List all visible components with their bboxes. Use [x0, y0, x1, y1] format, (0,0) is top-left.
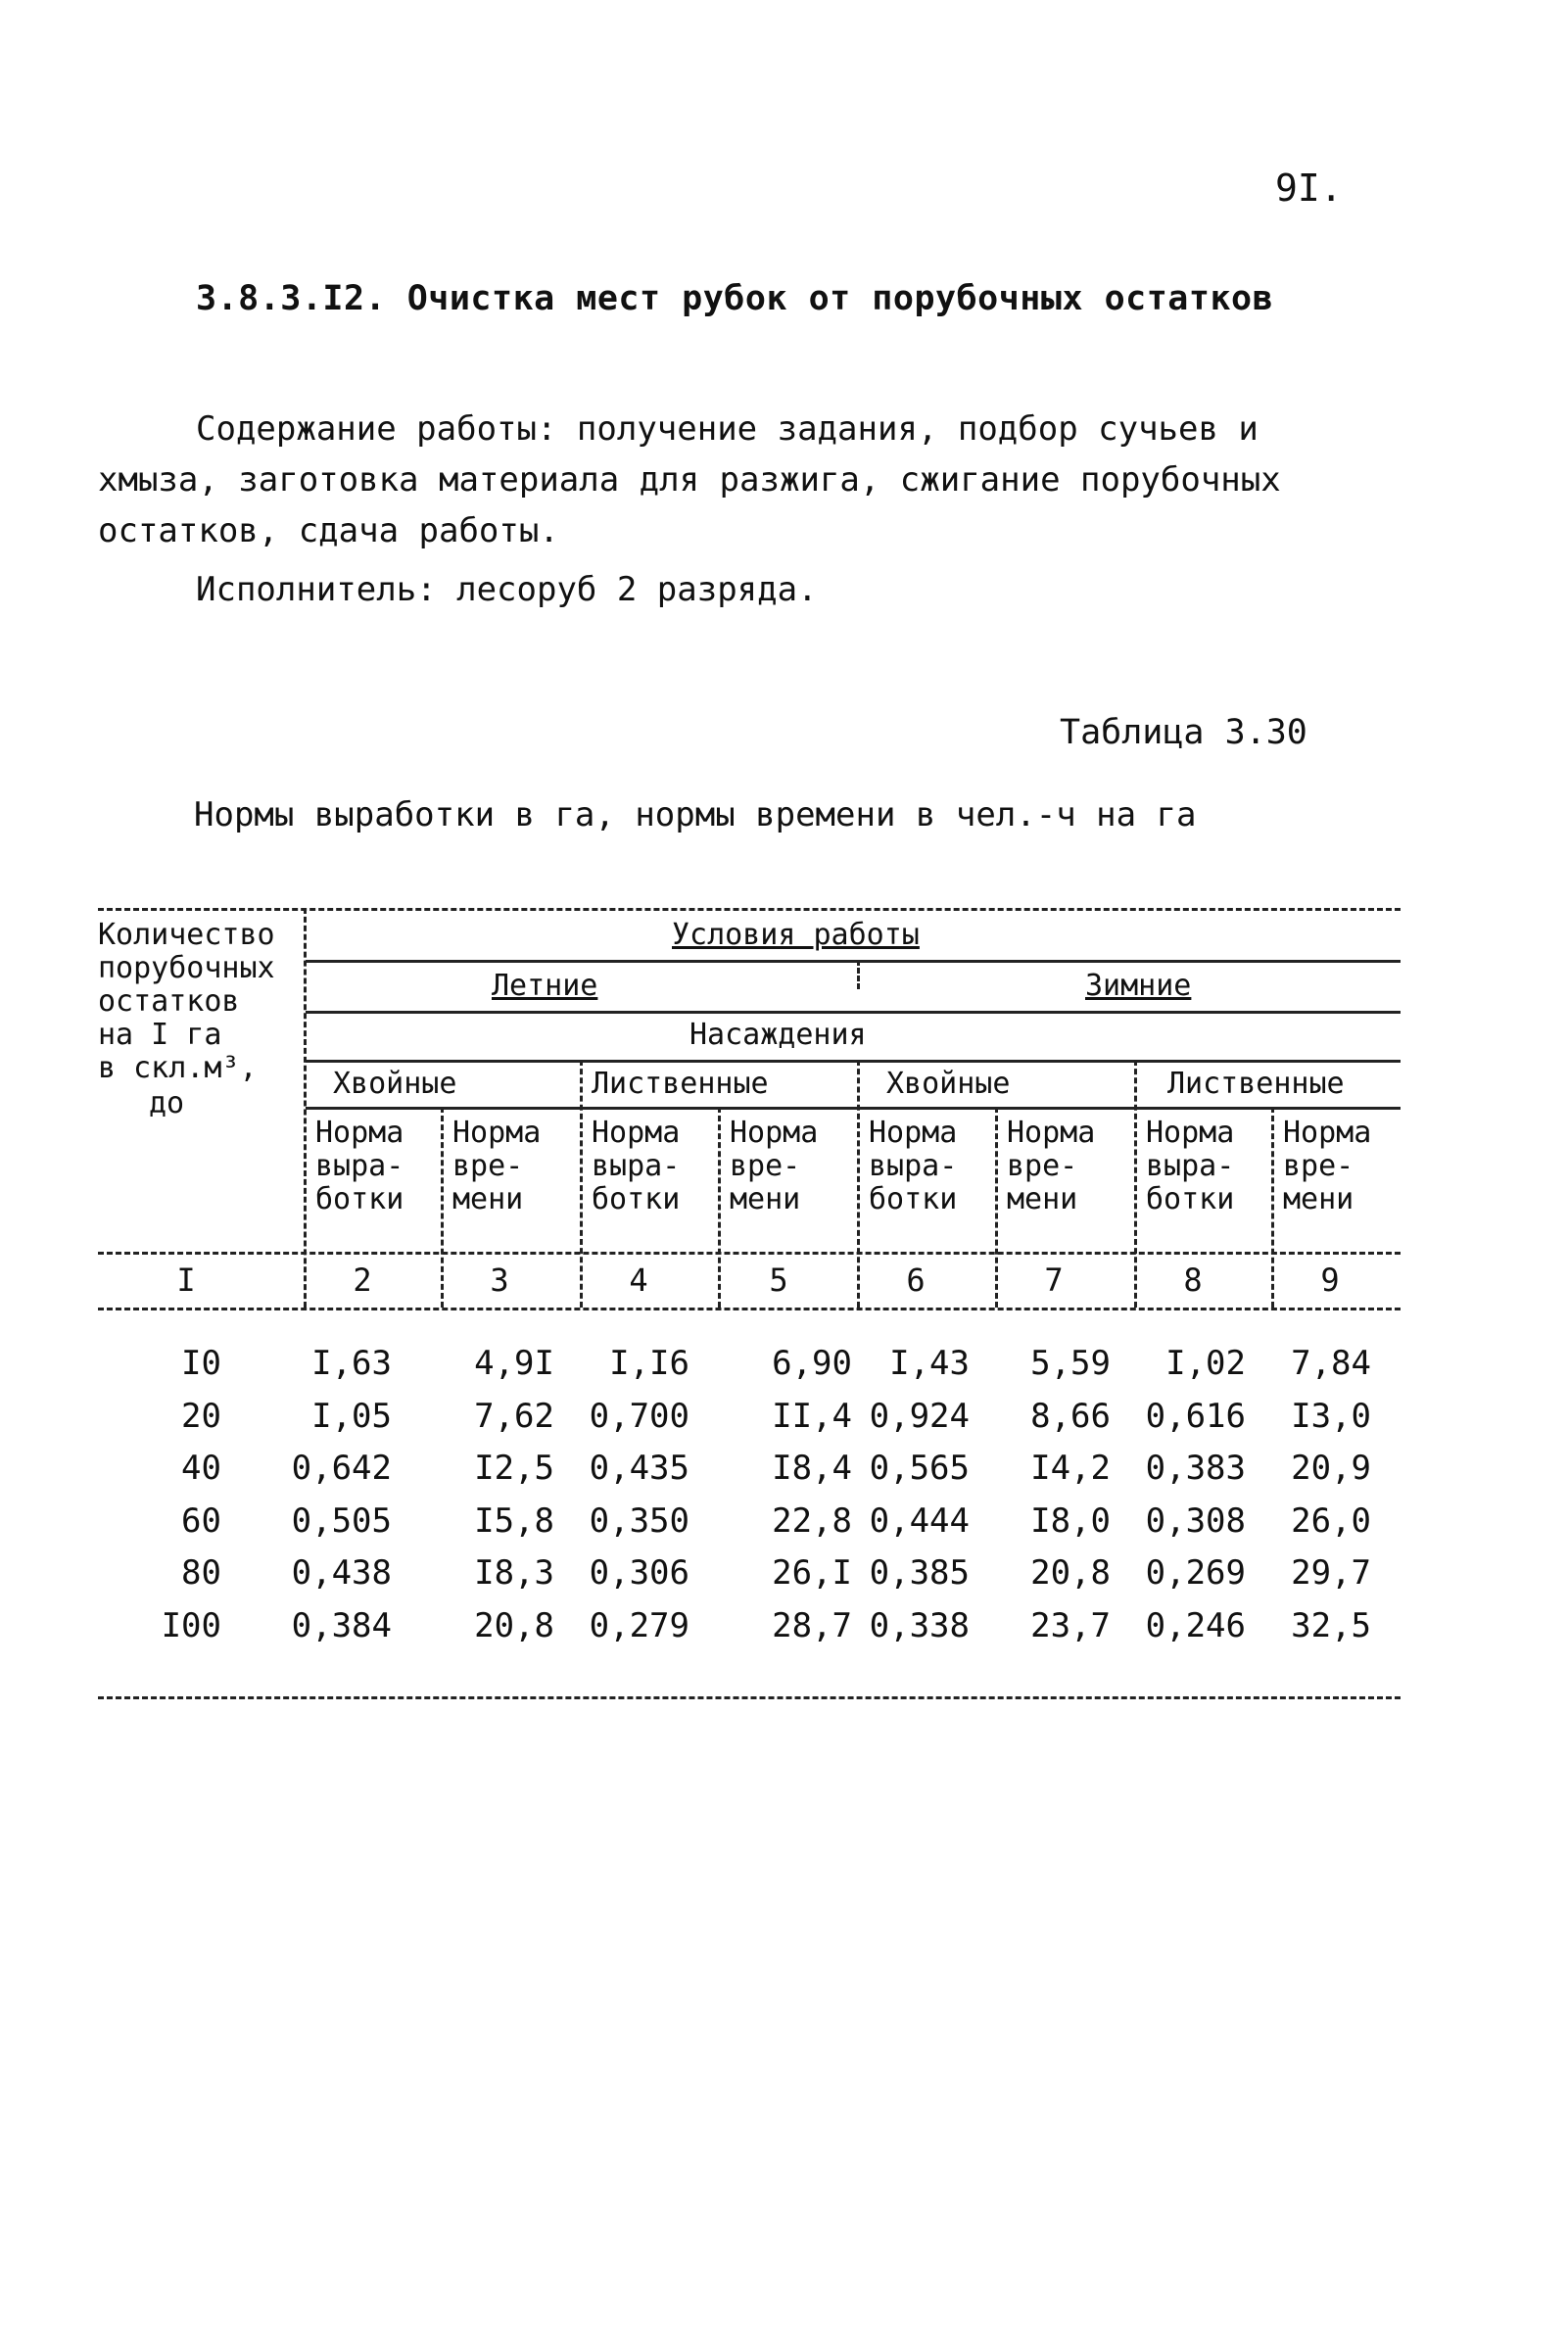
norm-time-header	[452, 1117, 541, 1216]
norm-divider-2	[718, 1107, 721, 1308]
species-divider-3	[1134, 1060, 1137, 1308]
stands-rule	[306, 1060, 1401, 1063]
norm-output-header	[869, 1117, 957, 1216]
table-caption: Нормы выработки в га, нормы времени в чел.-ч на га	[194, 795, 1197, 834]
norm-line: Норма	[1007, 1116, 1096, 1150]
table-cell: I3,0	[1291, 1396, 1371, 1436]
table-cell: 23,7	[1030, 1605, 1111, 1645]
species-header: Хвойные	[886, 1067, 1011, 1101]
species-header: Хвойные	[333, 1067, 457, 1101]
norm-line: вре-	[452, 1149, 524, 1183]
norm-time-header	[1283, 1117, 1371, 1216]
norm-line: вре-	[1007, 1149, 1078, 1183]
column-numbers-rule	[98, 1308, 1401, 1310]
row-amount-cell: 40	[181, 1449, 221, 1488]
stub-line: остатков	[98, 984, 240, 1019]
table-cell: 0,279	[589, 1605, 689, 1645]
table-cell: 7,62	[474, 1396, 554, 1436]
norm-line: мени	[1007, 1182, 1078, 1216]
species-divider-2	[857, 1060, 860, 1308]
table-cell: I8,3	[474, 1553, 554, 1593]
norm-line: мени	[1283, 1182, 1354, 1216]
norm-line: ботки	[592, 1182, 681, 1216]
header-bottom-rule	[98, 1252, 1401, 1255]
table-cell: 20,8	[474, 1605, 554, 1645]
species-divider-1	[580, 1060, 583, 1308]
table-cell: 20,8	[1030, 1553, 1111, 1593]
table-cell: 26,I	[772, 1553, 852, 1593]
table-cell: 0,616	[1145, 1396, 1246, 1436]
table-cell: II,4	[772, 1396, 852, 1436]
table-cell: 20,9	[1291, 1449, 1371, 1488]
table-cell: 32,5	[1291, 1605, 1371, 1645]
table-cell: 0,308	[1145, 1500, 1246, 1541]
table-number: Таблица 3.30	[1060, 713, 1307, 752]
column-number: 7	[1044, 1262, 1064, 1299]
row-amount-cell: 80	[181, 1553, 221, 1593]
norm-line: выра-	[1146, 1149, 1235, 1183]
norm-output-header	[592, 1117, 680, 1216]
norm-divider-4	[1271, 1107, 1274, 1308]
table-cell: 0,246	[1145, 1605, 1246, 1645]
executor-line: Исполнитель: лесоруб 2 разряда.	[196, 570, 818, 609]
stub-line: Количество	[98, 918, 275, 952]
conditions-header: Условия работы	[672, 918, 920, 952]
table-bottom-rule	[98, 1696, 1401, 1699]
table-cell: I,I6	[609, 1344, 689, 1383]
row-amount-cell: I00	[161, 1605, 221, 1645]
norm-line: ботки	[315, 1182, 404, 1216]
table-cell: I,05	[311, 1396, 392, 1436]
norm-line: Норма	[730, 1116, 819, 1150]
table-cell: 29,7	[1291, 1553, 1371, 1593]
table-cell: I,02	[1165, 1344, 1246, 1383]
season-rule	[306, 1011, 1401, 1014]
species-rule	[306, 1107, 1401, 1110]
table-cell: I8,4	[772, 1449, 852, 1488]
norm-line: Норма	[315, 1116, 404, 1150]
column-number: 2	[353, 1262, 372, 1299]
row-amount-cell: 20	[181, 1396, 221, 1436]
norm-line: выра-	[315, 1149, 404, 1183]
norm-output-header	[315, 1117, 404, 1216]
stub-line: в скл.м³,	[98, 1051, 258, 1085]
conditions-rule	[306, 960, 1401, 963]
table-cell: 0,383	[1145, 1449, 1246, 1488]
column-number: 8	[1183, 1262, 1203, 1299]
norm-output-header	[1146, 1117, 1234, 1216]
table-cell: 22,8	[772, 1500, 852, 1541]
season-divider	[857, 960, 860, 989]
work-content-paragraph: Содержание работы: получение задания, подбор сучьев и хмыза, заготовка материала для разжига, сжигание порубочных остатков, сдача работы.	[98, 409, 1281, 550]
norm-line: Норма	[1146, 1116, 1235, 1150]
table-cell: I8,0	[1030, 1500, 1111, 1541]
table-cell: 0,384	[291, 1605, 392, 1645]
norm-divider-3	[995, 1107, 998, 1308]
norm-line: Норма	[452, 1116, 542, 1150]
table-cell: I,63	[311, 1344, 392, 1383]
norm-line: выра-	[592, 1149, 681, 1183]
table-cell: I4,2	[1030, 1449, 1111, 1488]
summer-header: Летние	[492, 969, 598, 1003]
table-cell: 0,444	[869, 1500, 970, 1541]
table-cell: 6,90	[772, 1344, 852, 1383]
row-amount-cell: I0	[181, 1344, 221, 1383]
section-title: 3.8.3.I2. Очистка мест рубок от порубочных остатков	[196, 279, 1274, 318]
table-cell: 0,269	[1145, 1553, 1246, 1593]
norm-divider-1	[441, 1107, 444, 1308]
species-header: Лиственные	[592, 1067, 769, 1101]
table-cell: 0,435	[589, 1449, 689, 1488]
column-number: 4	[629, 1262, 648, 1299]
table-cell: 26,0	[1291, 1500, 1371, 1541]
stub-divider	[304, 908, 307, 1308]
table-cell: 5,59	[1030, 1344, 1111, 1383]
table-cell: 28,7	[772, 1605, 852, 1645]
norm-line: мени	[452, 1182, 524, 1216]
table-cell: 8,66	[1030, 1396, 1111, 1436]
table-top-rule	[98, 908, 1401, 911]
table-cell: 7,84	[1291, 1344, 1371, 1383]
column-number: 9	[1320, 1262, 1340, 1299]
table-cell: 0,505	[291, 1500, 392, 1541]
table-cell: I,43	[889, 1344, 970, 1383]
species-header: Лиственные	[1167, 1067, 1345, 1101]
column-number: 3	[490, 1262, 509, 1299]
norm-line: Норма	[1283, 1116, 1372, 1150]
winter-header: Зимние	[1085, 969, 1192, 1003]
table-cell: 0,565	[869, 1449, 970, 1488]
table-cell: 0,438	[291, 1553, 392, 1593]
table-cell: 0,306	[589, 1553, 689, 1593]
norm-time-header	[1007, 1117, 1095, 1216]
table-cell: 0,700	[589, 1396, 689, 1436]
norm-time-header	[730, 1117, 818, 1216]
table-cell: 0,385	[869, 1553, 970, 1593]
table-cell: 0,338	[869, 1605, 970, 1645]
stands-header: Насаждения	[689, 1018, 867, 1052]
table-cell: 0,924	[869, 1396, 970, 1436]
stub-line: порубочных	[98, 951, 275, 985]
norm-line: вре-	[1283, 1149, 1354, 1183]
norm-line: Норма	[592, 1116, 681, 1150]
column-number: 5	[769, 1262, 788, 1299]
table-cell: 0,350	[589, 1500, 689, 1541]
norm-line: вре-	[730, 1149, 801, 1183]
norm-line: мени	[730, 1182, 801, 1216]
norm-line: выра-	[869, 1149, 958, 1183]
row-amount-cell: 60	[181, 1500, 221, 1541]
norm-line: Норма	[869, 1116, 958, 1150]
norm-line: ботки	[869, 1182, 958, 1216]
page-number: 9I.	[1275, 167, 1343, 210]
table-cell: 4,9I	[474, 1344, 554, 1383]
table-cell: I2,5	[474, 1449, 554, 1488]
column-number: 6	[906, 1262, 926, 1299]
stub-line: до	[149, 1086, 185, 1120]
norm-line: ботки	[1146, 1182, 1235, 1216]
stub-line: на I га	[98, 1018, 222, 1052]
table-cell: 0,642	[291, 1449, 392, 1488]
table-cell: I5,8	[474, 1500, 554, 1541]
column-number: I	[176, 1262, 196, 1299]
